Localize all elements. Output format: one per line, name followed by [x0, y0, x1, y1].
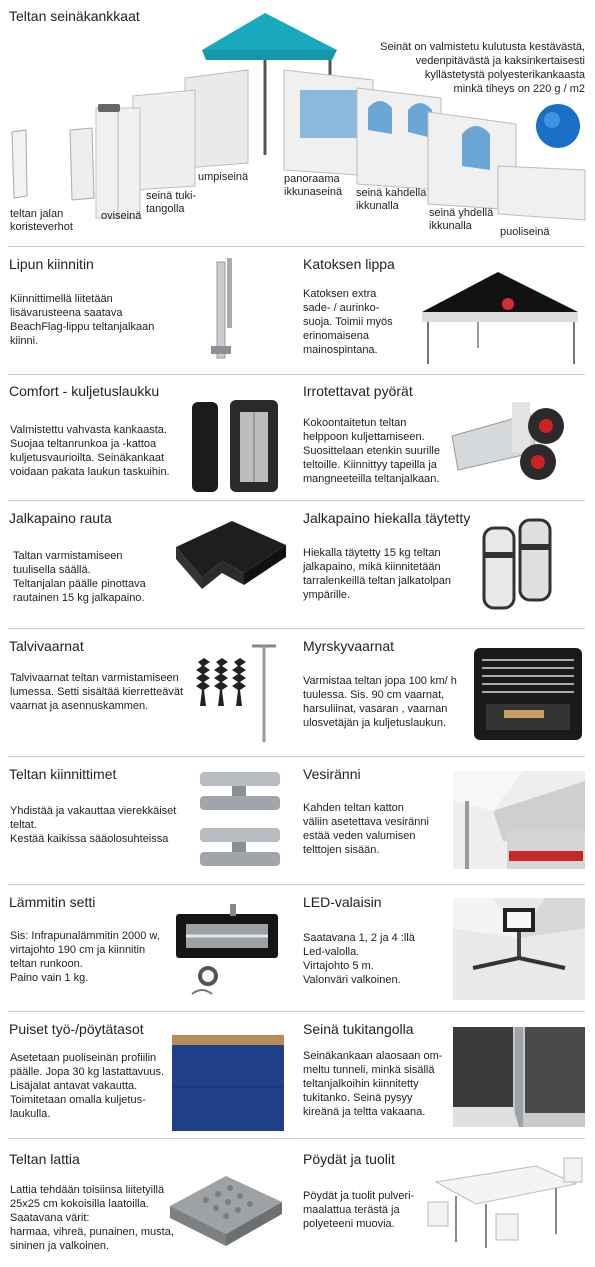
title-rain-gutter: Vesiränni — [303, 766, 361, 782]
label-half-wall: puoliseinä — [500, 226, 550, 238]
text-rain-gutter: Kahden teltan katton väliin asetettava vesiränni estää veden valumisen telttojen sisään. — [303, 802, 429, 856]
transport-bag-image — [190, 398, 290, 498]
led-lamp-image — [453, 898, 585, 1000]
heater-set-image — [172, 904, 284, 1000]
canopy-valance-image — [418, 268, 588, 368]
tent-walls-illustration — [0, 0, 595, 250]
title-tent-connectors: Teltan kiinnittimet — [9, 766, 117, 782]
label-door-wall: oviseinä — [101, 210, 142, 222]
divider — [8, 1011, 585, 1012]
text-tables-chairs: Pöydät ja tuolit pulveri- maalattua terästä ja polyeteeni muovia. — [303, 1190, 415, 1230]
title-iron-weight: Jalkapaino rauta — [9, 510, 112, 526]
title-tent-floor: Teltan lattia — [9, 1151, 80, 1167]
storm-stakes-image — [474, 644, 584, 744]
section-title-walls: Teltan seinäkankkaat — [9, 8, 140, 24]
title-flag-holder: Lipun kiinnitin — [9, 256, 94, 272]
divider — [8, 374, 585, 375]
wall-support-image — [453, 1027, 585, 1127]
label-wall-support-pole: seinä tuki- tangolla — [146, 190, 197, 215]
wooden-tabletop-image — [172, 1027, 284, 1131]
label-solid-wall: umpiseinä — [198, 171, 249, 183]
tables-chairs-image — [426, 1152, 586, 1252]
text-led-lamp: Saatavana 1, 2 ja 4 :llä Led-valolla. Virtajohto 5 m. Valonväri valkoinen. — [303, 932, 415, 986]
title-heater-set: Lämmitin setti — [9, 894, 96, 910]
title-tables-chairs: Pöydät ja tuolit — [303, 1151, 395, 1167]
wheels-image — [452, 396, 582, 486]
title-winter-stakes: Talvivaarnat — [9, 638, 84, 654]
divider — [8, 628, 585, 629]
title-transport-bag: Comfort - kuljetuslaukku — [9, 383, 160, 399]
title-sand-weight: Jalkapaino hiekalla täytetty — [303, 510, 471, 526]
title-wooden-tabletop: Puiset työ-/pöytätasot — [9, 1021, 144, 1037]
text-wooden-tabletop: Asetetaan puoliseinän profiilin päälle. Jopa 30 kg lastattavuus. Lisäjalat antavat vakautta. Toimitetaan omalla kuljetus- laukulla. — [10, 1052, 165, 1120]
divider — [8, 246, 585, 247]
title-led-lamp: LED-valaisin — [303, 894, 382, 910]
iron-weight-image — [172, 517, 292, 597]
text-transport-bag: Valmistettu vahvasta kankaasta. Suojaa teltanrunkoa ja -kattoa kuljetusvaurioilta. Seinäkankaat voidaan pakata laukun taskuihin. — [10, 424, 170, 478]
text-flag-holder: Kiinnittimellä liitetään lisävarusteena saatava BeachFlag-lippu teltanjalkaan kiinni. — [10, 293, 155, 347]
label-panorama-wall: panoraama ikkunaseinä — [284, 173, 343, 198]
rain-gutter-image — [453, 771, 585, 869]
text-storm-stakes: Varmistaa teltan jopa 100 km/ h tuulessa. Sis. 90 cm vaarnat, harsuliinat, vasaran , vaarnan ulosvetäjän ja kuljetuslaukun. — [303, 675, 457, 729]
label-leg-curtains: teltan jalan koristeverhot — [10, 208, 73, 233]
title-storm-stakes: Myrskyvaarnat — [303, 638, 395, 654]
text-tent-floor: Lattia tehdään toisiinsa liitetyillä 25x25 cm kokoisilla laatoilla. Saatavana värit: harmaa, vihreä, punainen, musta, sininen ja valkoinen. — [10, 1184, 174, 1252]
flag-holder-image — [205, 256, 245, 366]
title-canopy-valance: Katoksen lippa — [303, 256, 395, 272]
label-one-window-wall: seinä yhdellä ikkunalla — [429, 207, 494, 232]
walls-description: Seinät on valmistetu kulutusta kestävästä, vedenpitävästä ja kaksinkertaisesti kyllästetystä polyesterikankaasta minkä tiheys on 220 g / m2 — [380, 41, 585, 95]
text-wheels: Kokoontaitetun teltan helppoon kuljettamiseen. Suosittelaan etenkin suurille teltoille. Kiinnittyy tapeilla ja mangneeteilla teltanjalkaan. — [303, 417, 440, 485]
text-winter-stakes: Talvivaarnat teltan varmistamiseen lumessa. Setti sisältää kierretteävät vaarnat ja asennuskammen. — [10, 672, 184, 712]
label-two-window-wall: seinä kahdella ikkunalla — [356, 187, 427, 212]
text-tent-connectors: Yhdistää ja vakauttaa vierekkäiset teltat. Kestää kaikissa sääolosuhteissa — [10, 805, 177, 845]
winter-stakes-image — [180, 640, 300, 750]
tent-connectors-image — [196, 766, 286, 876]
sand-weight-image — [480, 514, 560, 614]
tent-floor-image — [166, 1172, 286, 1252]
text-canopy-valance: Katoksen extra sade- / aurinko- suoja. Toimii myös erinomaisena mainospintana. — [303, 288, 393, 356]
divider — [8, 500, 585, 501]
title-wheels: Irrotettavat pyörät — [303, 383, 413, 399]
title-wall-support: Seinä tukitangolla — [303, 1021, 414, 1037]
text-heater-set: Sis: Infrapunalämmitin 2000 w, virtajohto 190 cm ja kiinnitin teltan runkoon. Paino vain 1 kg. — [10, 930, 160, 984]
text-sand-weight: Hiekalla täytetty 15 kg teltan jalkapaino, mikä kiinnitetään tarralenkeillä teltan jalkatolpan ympärille. — [303, 547, 451, 601]
divider — [8, 1138, 585, 1139]
text-iron-weight: Taltan varmistamiseen tuulisella säällä. Teltanjalan päälle pinottava rautainen 15 kg jalkapaino. — [13, 550, 146, 604]
divider — [8, 756, 585, 757]
divider — [8, 884, 585, 885]
text-wall-support: Seinäkankaan alaosaan om- meltu tunneli, minkä sisällä teltanjalkoihin kiinnitetty tukitanko. Seinä pysyy kireänä ja teltta vakaana. — [303, 1050, 443, 1118]
